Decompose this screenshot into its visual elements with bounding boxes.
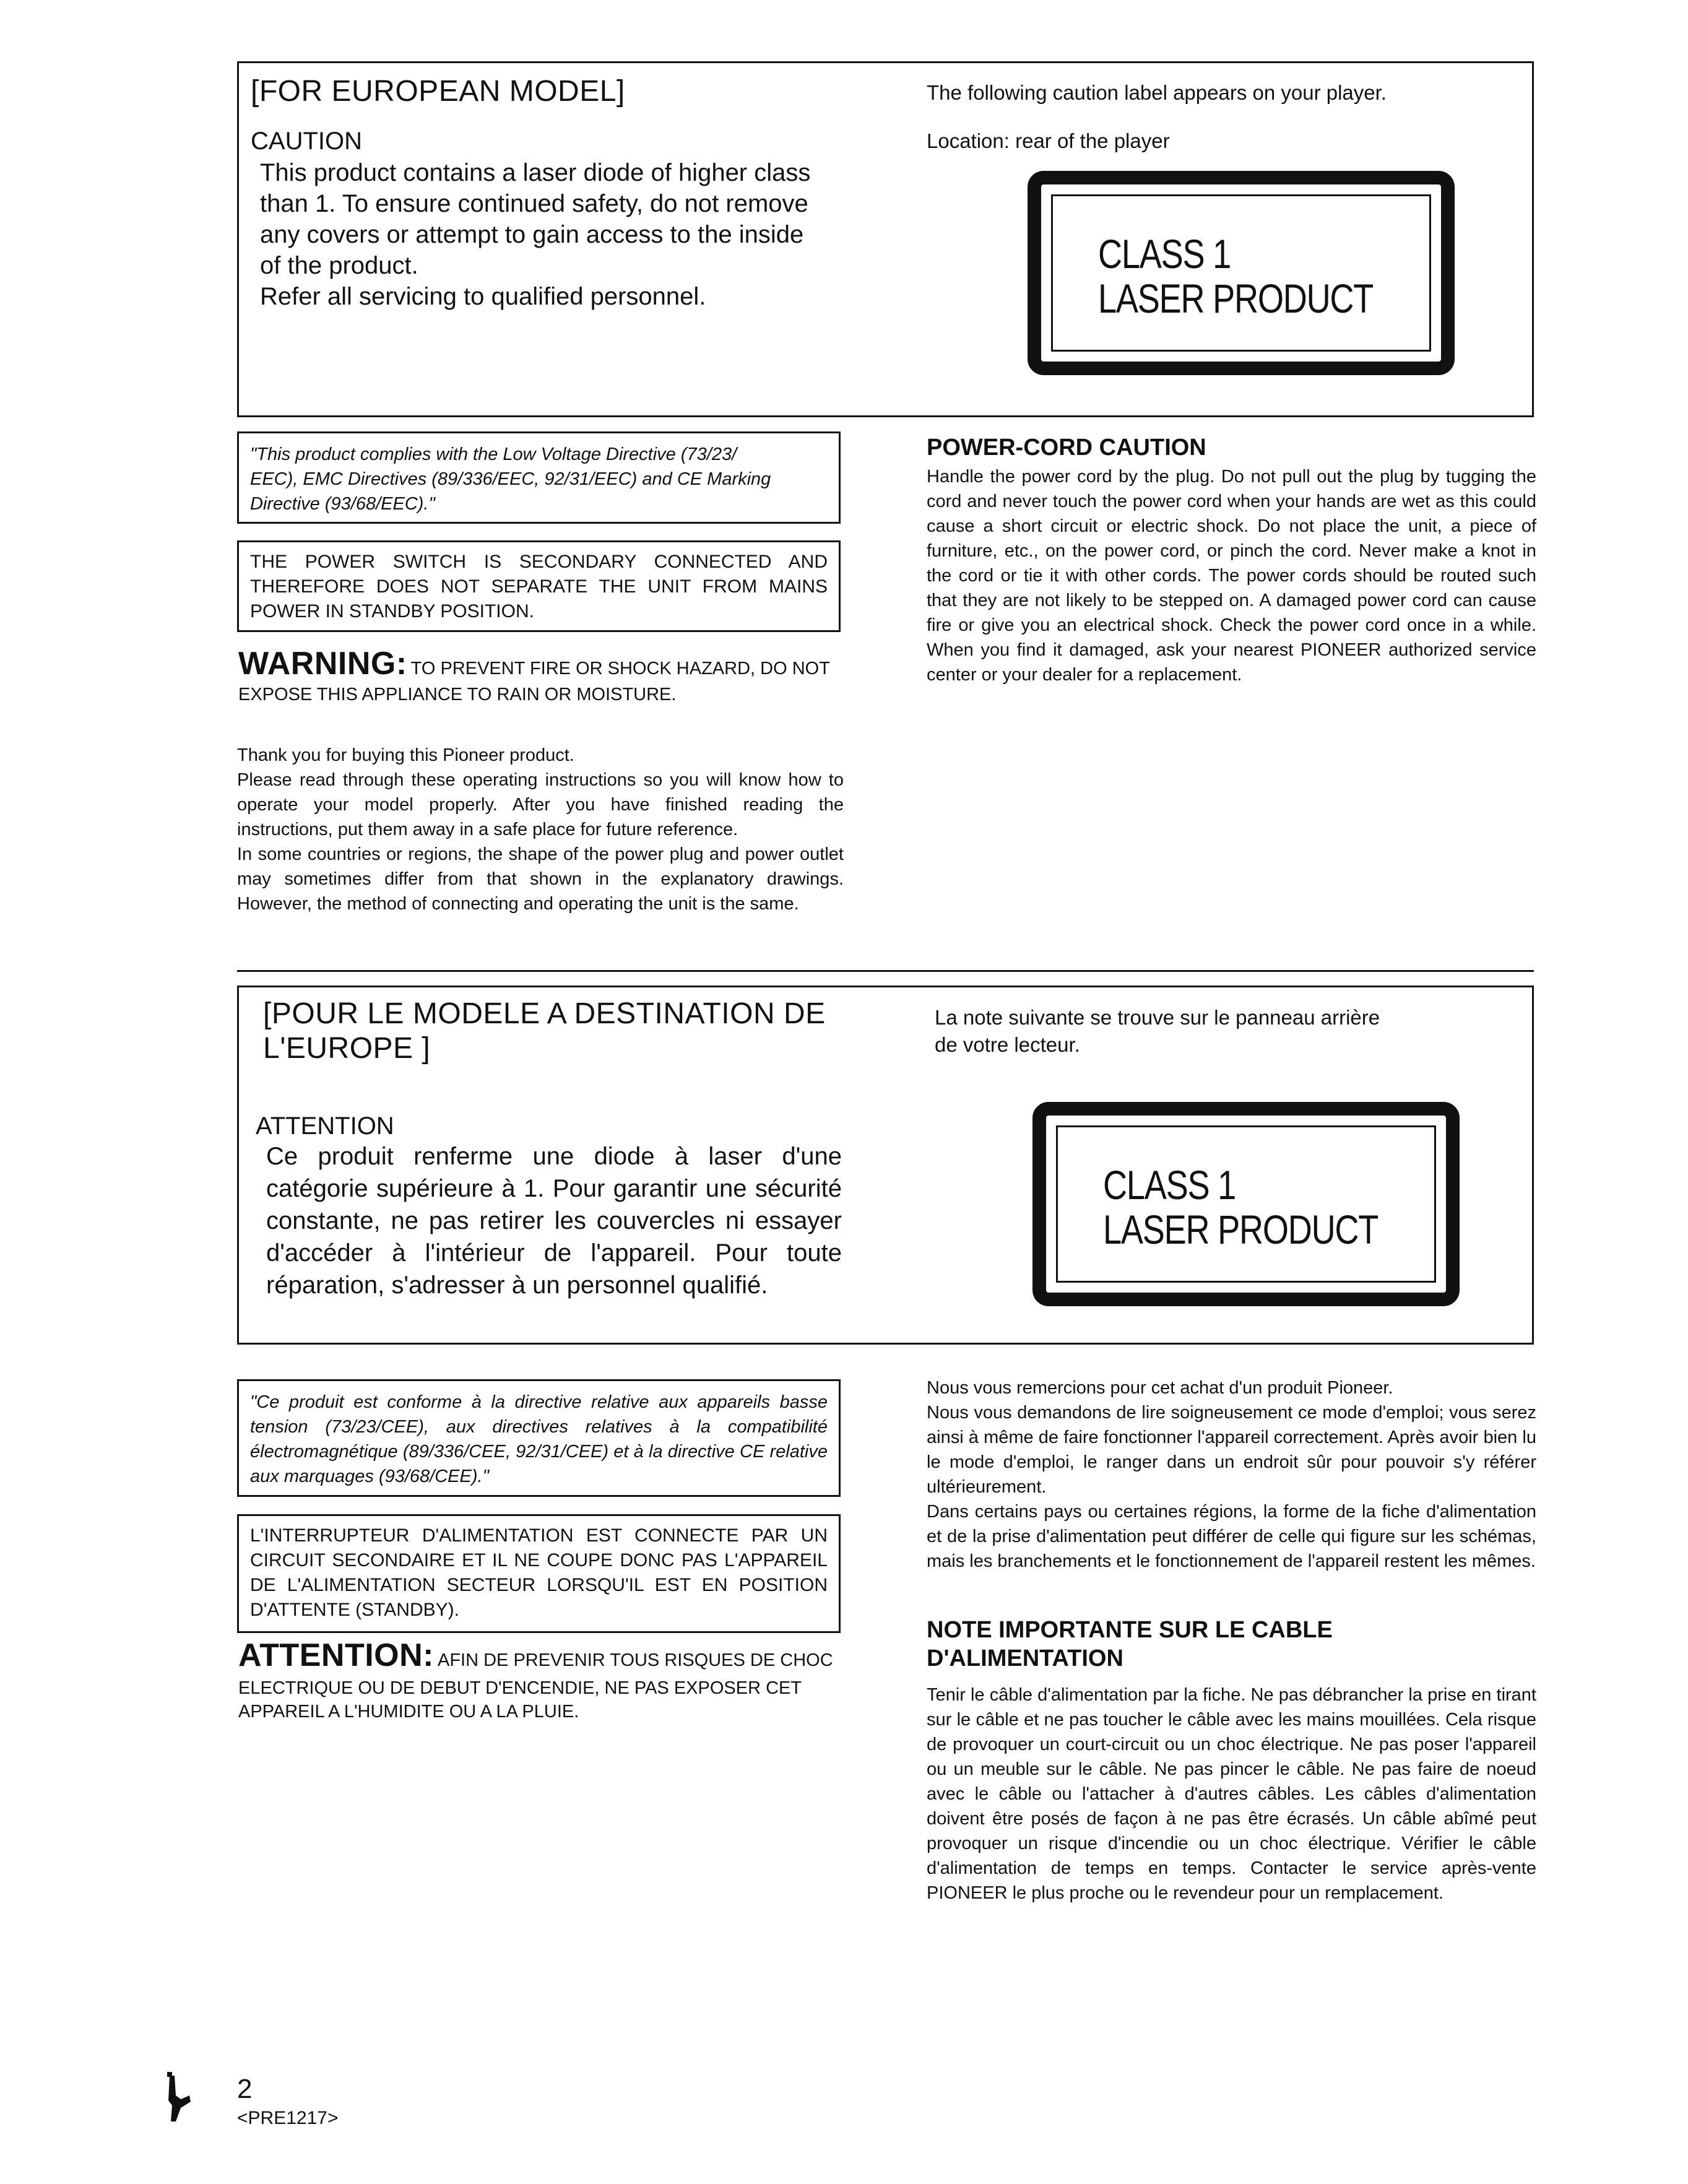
en-caution-title: CAUTION	[251, 128, 362, 155]
fr-warning-label: ATTENTION:	[238, 1637, 434, 1673]
corner-mark-icon	[162, 2071, 199, 2126]
en-label-location: Location: rear of the player	[927, 129, 1170, 152]
en-laser-label	[1028, 171, 1455, 375]
fr-laser-label	[1032, 1102, 1460, 1306]
fr-caution-body: Ce produit renferme une diode à laser d'une catégorie supérieure à 1. Pour garantir une sécurité constante, ne pas retirer les couvercles ni essayer d'accéder à l'intérieur de l'appareil. Pour toute réparation, s'adresser à un personnel qualifié.	[266, 1143, 842, 1299]
en-power-cord-title: POWER-CORD CAUTION	[927, 435, 1206, 461]
fr-label-note: La note suivante se trouve sur le panneau arrière de votre lecteur.	[935, 1006, 1380, 1056]
section-divider	[237, 970, 1534, 972]
en-power-cord-body: Handle the power cord by the plug. Do not pull out the plug by tugging the cord and never touch the power cord when your hands are wet as this could cause a short circuit or electric shock. Do not place the unit, a piece of furniture, etc., on the power cord, or pinch the cord. Never make a knot in the cord or tie it with other cords. The power cords should be routed such that they are not likely to be stepped on. A damaged power cord can cause fire or give you an electrical shock. Check the power cord once in a while. When you find it damaged, ask your nearest PIONEER authorized service center or your dealer for a replacement.	[927, 467, 1536, 685]
en-warning-label: WARNING:	[238, 646, 407, 682]
en-warning	[238, 645, 845, 705]
fr-caution-title: ATTENTION	[256, 1112, 394, 1140]
doc-code: <PRE1217>	[237, 2108, 339, 2128]
fr-power-cord-title: NOTE IMPORTANTE SUR LE CABLE D'ALIMENTATION	[927, 1617, 1333, 1671]
fr-power-switch-text: L'INTERRUPTEUR D'ALIMENTATION EST CONNECTE PAR UN CIRCUIT SECONDAIRE ET IL NE COUPE DONC PAS L'APPAREIL DE L'ALIMENTATION SECTEUR LORSQU'IL EST EN POSITION D'ATTENTE (STANDBY).	[250, 1525, 828, 1620]
en-directive-box	[237, 431, 841, 524]
en-warning-text-2: EXPOSE THIS APPLIANCE TO RAIN OR MOISTURE.	[238, 685, 677, 704]
fr-directive-text: "Ce produit est conforme à la directive relative aux appareils basse tension (73/23/CEE), aux directives relatives à la compatibilité électromagnétique (89/336/CEE, 92/31/CEE) et à la directive CE relative aux marquages (93/68/CEE)."	[250, 1392, 828, 1486]
fr-warning	[238, 1637, 845, 1723]
fr-power-switch-box	[237, 1514, 841, 1633]
en-laser-label-text: CLASS 1 LASER PRODUCT	[1098, 231, 1374, 321]
en-directive-text: "This product complies with the Low Voltage Directive (73/23/ EEC), EMC Directives (89/336/EEC, 92/31/EEC) and CE Marking Directive (93/68/EEC)."	[250, 444, 771, 514]
fr-warning-text-1: AFIN DE PREVENIR TOUS RISQUES DE CHOC	[437, 1650, 833, 1670]
en-power-switch-text: THE POWER SWITCH IS SECONDARY CONNECTED AND THEREFORE DOES NOT SEPARATE THE UNIT FROM MAINS POWER IN STANDBY POSITION.	[250, 552, 828, 622]
fr-directive-box	[237, 1379, 841, 1497]
en-model-heading: [FOR EUROPEAN MODEL]	[251, 75, 625, 108]
en-caution-body: This product contains a laser diode of higher class than 1. To ensure continued safety, do not remove any covers or attempt to gain access to the inside of the product. Refer all servicing to qualified personnel.	[260, 159, 811, 310]
en-thanks-text: Thank you for buying this Pioneer product. Please read through these operating instructions so you will know how to operate your model properly. After you have finished reading the instructions, put them away in a safe place for future reference. In some countries or regions, the shape of the power plug and power outlet may sometimes differ from that shown in the explanatory drawings. However, the method of connecting and operating the unit is the same.	[237, 745, 844, 914]
en-label-note: The following caution label appears on your player.	[927, 81, 1387, 104]
fr-power-cord-body: Tenir le câble d'alimentation par la fiche. Ne pas débrancher la prise en tirant sur le câble et ne pas toucher le câble avec les mains mouillées. Cela risque de provoquer un court-circuit ou un choc électrique. Ne pas poser l'appareil ou un meuble sur le câble. Ne pas pincer le câble. Ne pas faire de noeud avec le câble ou l'attacher à d'autres câbles. Les câbles d'alimentation doivent être posés de façon à ne pas être écrasés. Un câble abîmé peut provoquer un risque d'incendie ou un choc électrique. Vérifier le câble d'alimentation de temps en temps. Contacter le service après-vente PIONEER le plus proche ou le revendeur pour un remplacement.	[927, 1685, 1536, 1903]
fr-warning-text-2: ELECTRIQUE OU DE DEBUT D'ENCENDIE, NE PAS EXPOSER CET APPAREIL A L'HUMIDITE OU A LA PLUIE.	[238, 1678, 802, 1722]
en-power-switch-box	[237, 540, 841, 632]
fr-laser-label-text: CLASS 1 LASER PRODUCT	[1103, 1162, 1379, 1252]
page-number: 2	[237, 2074, 253, 2104]
fr-thanks-text: Nous vous remercions pour cet achat d'un produit Pioneer. Nous vous demandons de lire soigneusement ce mode d'emploi; vous serez ainsi à même de faire fonctionner l'appareil correctement. Après avoir bien lu le mode d'emploi, le ranger dans un endroit sûr pour pouvoir s'y référer ultérieurement. Dans certains pays ou certaines régions, la forme de la fiche d'alimentation et de la prise d'alimentation peut différer de celle qui figure sur les schémas, mais les branchements et le fonctionnement de l'appareil restent les mêmes.	[927, 1378, 1536, 1571]
en-warning-text-1: TO PREVENT FIRE OR SHOCK HAZARD, DO NOT	[410, 659, 830, 678]
fr-model-heading: [POUR LE MODELE A DESTINATION DE L'EUROPE ]	[263, 997, 826, 1065]
